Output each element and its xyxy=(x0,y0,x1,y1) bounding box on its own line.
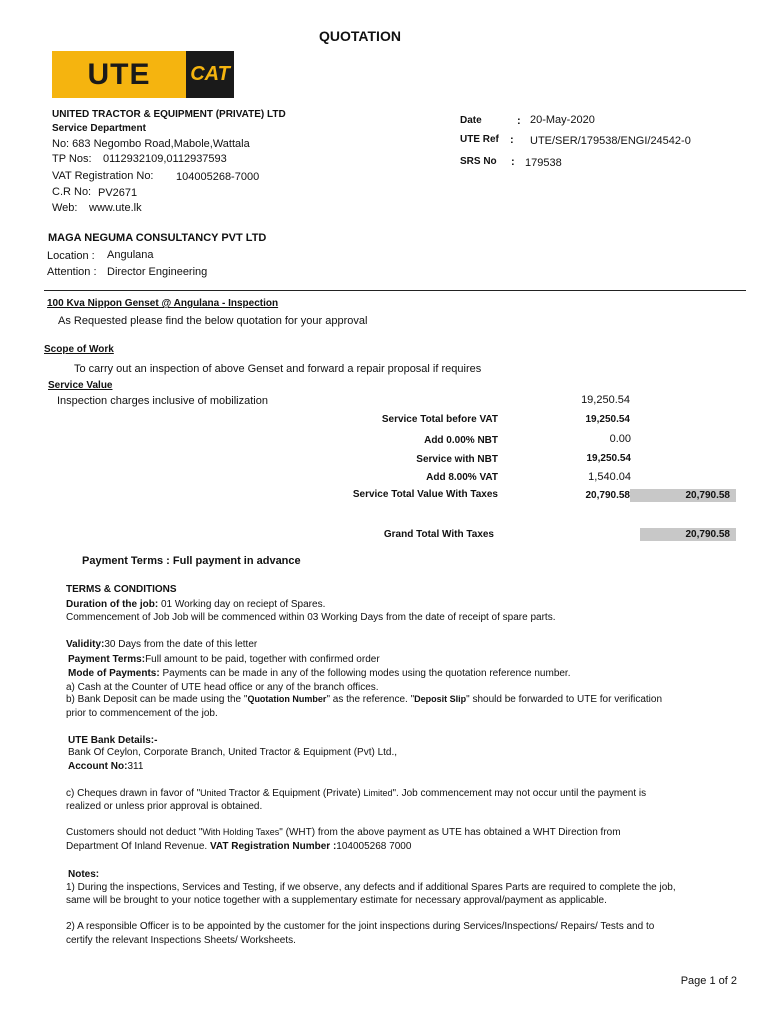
mode-a-line: a) Cash at the Counter of UTE head office or any of the branch offices. xyxy=(66,682,379,693)
attention-label: Attention : xyxy=(47,266,97,278)
scope-text: To carry out an inspection of above Genset and forward a repair proposal if requires xyxy=(74,363,482,375)
account-number: 311 xyxy=(127,761,144,772)
terms-heading: TERMS & CONDITIONS xyxy=(66,584,177,595)
mode-b-part2: " as the reference. " xyxy=(326,694,415,705)
mode-b-line xyxy=(66,693,726,706)
attention-value: Director Engineering xyxy=(107,266,208,278)
payment-terms-heading: Payment Terms : Full payment in advance xyxy=(82,555,301,567)
account-line xyxy=(68,760,728,773)
note-2-line-2: certify the relevant Inspections Sheets/ Worksheets. xyxy=(66,935,296,946)
web-address[interactable]: www.ute.lk xyxy=(89,202,142,214)
company-address: No: 683 Negombo Road,Mabole,Wattala xyxy=(52,138,250,150)
service-item: Inspection charges inclusive of mobilization xyxy=(57,395,268,407)
date-label: Date xyxy=(460,115,482,126)
web-label: Web: xyxy=(52,202,78,214)
mode-b-deposit-slip: Deposit Slip xyxy=(414,694,467,704)
srs-colon: : xyxy=(511,156,515,168)
before-vat-label: Service Total before VAT xyxy=(381,414,498,425)
validity-line xyxy=(66,638,726,651)
commencement-line: Commencement of Job Job will be commenced within 03 Working Days from the date of receipt of spare parts. xyxy=(66,612,556,623)
ute-ref-label: UTE Ref xyxy=(460,134,499,145)
wht-with-holding-taxes: With Holding Taxes xyxy=(202,827,280,837)
subject-line: 100 Kva Nippon Genset @ Angulana - Inspection xyxy=(47,298,279,309)
vat-amount-label: Add 8.00% VAT xyxy=(426,472,498,483)
ute-ref-colon: : xyxy=(510,134,514,146)
notes-heading: Notes: xyxy=(68,869,100,880)
mode-b-quotation-number: Quotation Number xyxy=(247,694,327,704)
cheque-part3: ". Job commencement may not occur until the payment is xyxy=(392,788,647,799)
wht-part1: Customers should not deduct " xyxy=(66,827,203,838)
cheque-limited: Limited xyxy=(363,788,393,798)
grand-total-label: Grand Total With Taxes xyxy=(383,529,494,540)
srs-label: SRS No xyxy=(460,156,497,167)
duration-label: Duration of the job: xyxy=(66,599,159,610)
bank-heading: UTE Bank Details:- xyxy=(68,735,158,746)
modes-label: Mode of Payments: xyxy=(68,668,160,679)
mode-b-line-2: prior to commencement of the job. xyxy=(66,708,218,719)
pay-terms-text: Full amount to be paid, together with confirmed order xyxy=(145,654,380,665)
intro-text: As Requested please find the below quotation for your approval xyxy=(58,315,368,327)
date-colon: : xyxy=(517,115,521,127)
wht-line xyxy=(66,826,726,839)
total-with-taxes-label: Service Total Value With Taxes xyxy=(352,489,498,500)
ute-cat-logo xyxy=(52,51,234,98)
duration-text: 01 Working day on reciept of Spares. xyxy=(158,599,326,610)
nbt-label: Add 0.00% NBT xyxy=(424,435,498,446)
modes-line xyxy=(68,667,728,680)
mode-b-part1: b) Bank Deposit can be made using the " xyxy=(66,694,248,705)
note-1-line-1: 1) During the inspections, Services and Testing, if we observe, any defects and if additional Spares Parts are required to complete the job, xyxy=(66,882,676,893)
validity-label: Validity: xyxy=(66,639,105,650)
wht-part3: Department Of Inland Revenue. xyxy=(66,841,210,852)
mode-b-part3: " should be forwarded to UTE for verification xyxy=(466,694,663,705)
cat-logo-mark: CAT xyxy=(186,51,234,98)
cheque-line-2: realized or unless prior approval is obtained. xyxy=(66,801,263,812)
ute-ref-value: UTE/SER/179538/ENGI/24542-0 xyxy=(530,135,691,147)
section-divider xyxy=(44,290,746,291)
cr-number: PV2671 xyxy=(98,187,138,199)
tp-label: TP Nos: xyxy=(52,153,92,165)
with-nbt-value: 19,250.54 xyxy=(586,453,631,464)
wht-line-2 xyxy=(66,840,726,853)
before-vat-value: 19,250.54 xyxy=(585,414,630,425)
wht-vat-label: VAT Registration Number : xyxy=(209,841,337,852)
total-box-value: 20,790.58 xyxy=(685,490,730,501)
cheque-part1: c) Cheques drawn in favor of " xyxy=(66,788,201,799)
duration-line xyxy=(66,598,726,611)
ute-logo-mark: UTE xyxy=(52,51,186,98)
cheque-part2: Tractor & Equipment (Private) xyxy=(226,788,364,799)
cheque-line xyxy=(66,787,726,800)
service-item-value: 19,250.54 xyxy=(581,394,630,406)
page-number: Page 1 of 2 xyxy=(680,975,737,987)
tp-numbers: 0112932109,0112937593 xyxy=(103,153,227,165)
cr-label: C.R No: xyxy=(52,186,92,198)
account-label: Account No: xyxy=(68,761,128,772)
location-value: Angulana xyxy=(107,249,154,261)
with-nbt-label: Service with NBT xyxy=(416,454,498,465)
client-name: MAGA NEGUMA CONSULTANCY PVT LTD xyxy=(48,232,267,244)
validity-text: 30 Days from the date of this letter xyxy=(104,639,258,650)
note-1-line-2: same will be brought to your notice together with a supplementary estimate for necessary approval/payment as applicable. xyxy=(66,895,607,906)
pay-terms-line xyxy=(68,653,728,666)
grand-total-value: 20,790.58 xyxy=(685,529,730,540)
nbt-value: 0.00 xyxy=(609,433,631,445)
wht-part2: " (WHT) from the above payment as UTE has obtained a WHT Direction from xyxy=(279,827,621,838)
note-2-line-1: 2) A responsible Officer is to be appointed by the customer for the joint inspections during Services/Inspections/ Repairs/ Tests and to xyxy=(66,921,655,932)
service-heading: Service Value xyxy=(48,380,113,391)
bank-details: Bank Of Ceylon, Corporate Branch, United Tractor & Equipment (Pvt) Ltd., xyxy=(68,747,398,758)
modes-text: Payments can be made in any of the following modes using the quotation reference number. xyxy=(159,668,571,679)
vat-number: 104005268-7000 xyxy=(176,171,260,183)
wht-vat-number: 104005268 7000 xyxy=(336,841,412,852)
srs-value: 179538 xyxy=(525,157,562,169)
date-value: 20-May-2020 xyxy=(530,114,595,126)
vat-amount-value: 1,540.04 xyxy=(588,471,631,483)
cheque-united: United xyxy=(200,788,227,798)
vat-label: VAT Registration No: xyxy=(52,170,154,182)
company-department: Service Department xyxy=(52,123,146,134)
total-with-taxes-value: 20,790.58 xyxy=(585,490,630,501)
document-title: QUOTATION xyxy=(319,28,401,44)
company-name: UNITED TRACTOR & EQUIPMENT (PRIVATE) LTD xyxy=(52,109,286,120)
scope-heading: Scope of Work xyxy=(44,344,114,355)
pay-terms-label: Payment Terms: xyxy=(68,654,146,665)
location-label: Location : xyxy=(47,250,95,262)
